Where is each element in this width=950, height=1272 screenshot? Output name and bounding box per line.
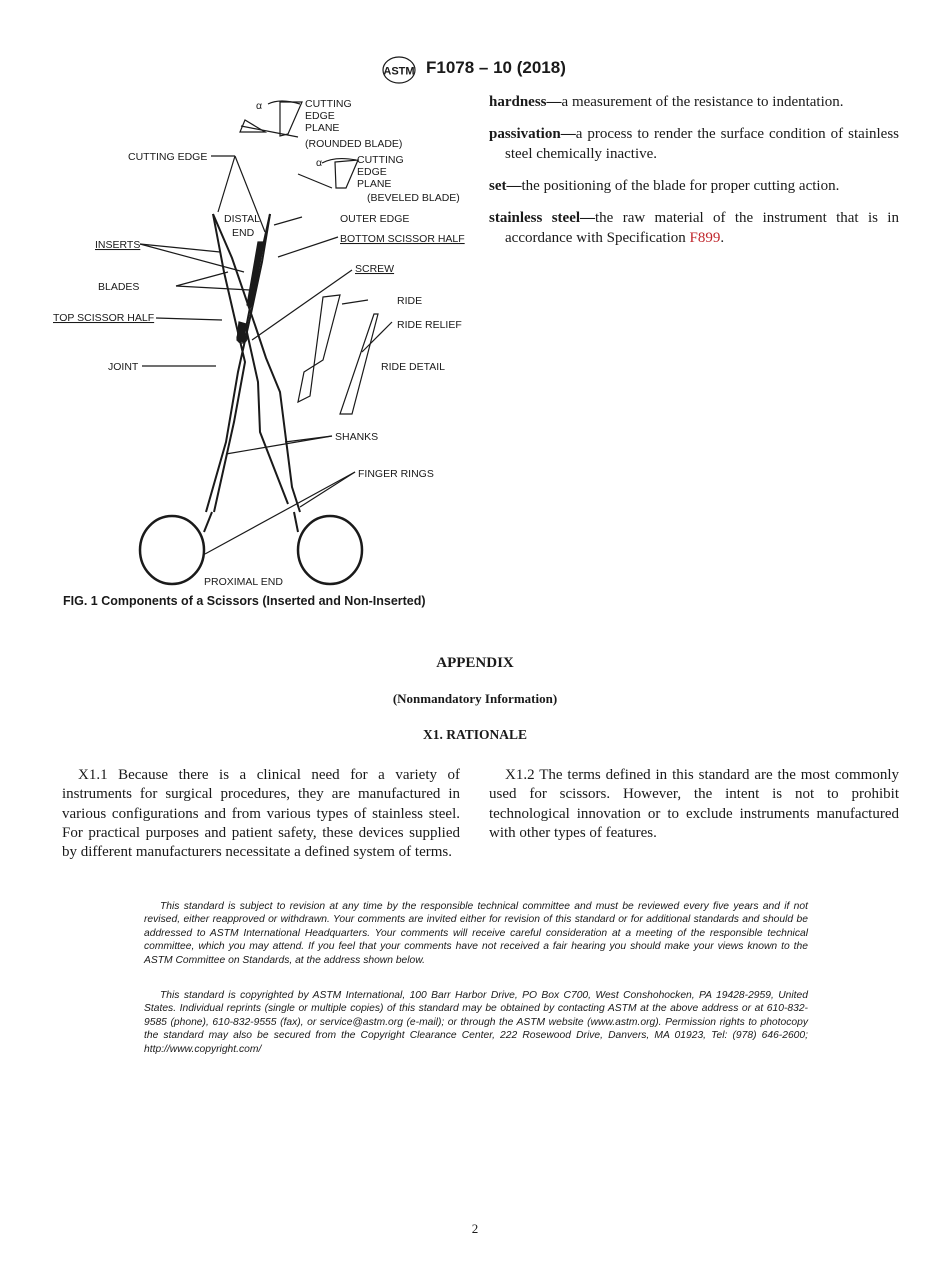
- ride-relief-shape: [340, 314, 378, 414]
- label-screw: SCREW: [355, 263, 395, 275]
- definitions-list: [489, 92, 899, 260]
- definition-text: the raw material of the instrument that is in accordance with Specification: [505, 210, 899, 246]
- definition-item: [489, 176, 899, 196]
- document-id: F1078 – 10 (2018): [426, 58, 566, 77]
- definition-item: [489, 208, 899, 248]
- label-edge-1: EDGE: [305, 110, 335, 122]
- appendix-subtitle: (Nonmandatory Information): [392, 691, 558, 706]
- label-ride: RIDE: [397, 295, 423, 307]
- label-outer-edge: OUTER EDGE: [340, 213, 410, 225]
- label-shanks: SHANKS: [335, 431, 379, 443]
- label-cutting-edge: CUTTING EDGE: [128, 151, 208, 163]
- label-alpha-2: α: [316, 157, 323, 169]
- revision-notice: This standard is subject to revision at any time by the responsible technical committee and must be reviewed every five years and if not revised, either reapproved or withdrawn. Your comments are invited either for revision of this standard or for additional standards and should be addressed to ASTM International Headquarters. Your comments will receive careful consideration at a meeting of the responsible technical committee, which you may attend. If you feel that your comments have not received a fair hearing you should make your views known to the ASTM Committee on Standards, at the address shown below.: [144, 901, 808, 966]
- label-proximal-end: PROXIMAL END: [204, 576, 283, 588]
- definition-text-end: .: [720, 230, 725, 246]
- label-end: END: [232, 227, 255, 239]
- definition-text: the positioning of the blade for proper cutting action.: [521, 178, 840, 194]
- copyright-notice: This standard is copyrighted by ASTM International, 100 Barr Harbor Drive, PO Box C700, West Conshohocken, PA 19428-2959, United States. Individual reprints (single or multiple copies) of this standard may be obtained by contacting ASTM at the above address or at 610-832-9585 (phone), 610-832-9555 (fax), or service@astm.org (e-mail); or through the ASTM website (www.astm.org). Permission rights to photocopy the standard may also be secured from the Copyright Clearance Center, 222 Rosewood Drive, Danvers, MA 01923, Tel: (978) 646-2600; http://www.copyright.com/: [144, 990, 808, 1055]
- definition-item: [489, 124, 899, 164]
- label-joint: JOINT: [108, 361, 139, 373]
- definition-term: set—: [489, 178, 522, 194]
- label-edge-2: EDGE: [357, 166, 387, 178]
- label-ride-relief: RIDE RELIEF: [397, 319, 462, 331]
- label-inserts: INSERTS: [95, 239, 141, 251]
- appendix-section-heading: X1. RATIONALE: [422, 727, 527, 742]
- rounded-blade-shape-icon: [280, 102, 302, 136]
- definition-term: passivation—: [489, 126, 576, 142]
- page-number: 2: [471, 1221, 479, 1236]
- label-distal: DISTAL: [224, 213, 260, 225]
- logo-text: ASTM: [383, 65, 415, 78]
- label-plane-2: PLANE: [357, 178, 392, 190]
- paragraph-x1-2: X1.2 The terms defined in this standard are the most commonly used for scissors. However, the intent is not to prohibit technological innovation or to exclude instruments manufactured with other types of features.: [489, 767, 899, 841]
- right-finger-ring: [298, 516, 362, 584]
- left-finger-ring: [140, 516, 204, 584]
- specification-link[interactable]: F899: [689, 230, 721, 246]
- label-ride-detail: RIDE DETAIL: [381, 361, 445, 373]
- paragraph-x1-1: X1.1 Because there is a clinical need for a variety of instruments for surgical procedures, they are manufactured in various configurations and from various types of stainless steel. For practical purposes and patient safety, these devices supplied by different manufacturers necessitate a defined system of terms.: [62, 767, 460, 861]
- definition-term: stainless steel—: [489, 210, 596, 226]
- figure-caption: FIG. 1 Components of a Scissors (Inserted and Non-Inserted): [63, 594, 426, 608]
- appendix-title: APPENDIX: [436, 655, 514, 671]
- label-plane-1: PLANE: [305, 122, 340, 134]
- label-finger-rings: FINGER RINGS: [358, 468, 434, 480]
- label-bottom-scissor-half: BOTTOM SCISSOR HALF: [340, 233, 465, 245]
- label-beveled-blade: (BEVELED BLADE): [367, 192, 460, 204]
- page-header: [0, 55, 950, 85]
- astm-logo-icon: [381, 55, 417, 85]
- label-blades: BLADES: [98, 281, 140, 293]
- label-alpha-1: α: [256, 100, 263, 112]
- beveled-blade-shape-icon: [335, 160, 358, 188]
- beveled-blade-plane-line: [298, 174, 332, 188]
- definition-text: a process to render the surface condition of stainless steel chemically inactive.: [505, 126, 899, 162]
- definition-item: [489, 92, 899, 112]
- label-cutting-2: CUTTING: [357, 154, 404, 166]
- ride-detail-shape: [298, 295, 340, 402]
- label-rounded-blade: (ROUNDED BLADE): [305, 138, 403, 150]
- label-top-scissor-half: TOP SCISSOR HALF: [53, 312, 155, 324]
- definition-text: a measurement of the resistance to indentation.: [561, 94, 844, 110]
- scissors-diagram: [40, 92, 480, 592]
- scissors-figure: [40, 92, 480, 592]
- label-cutting-1: CUTTING: [305, 98, 352, 110]
- definition-term: hardness—: [489, 94, 562, 110]
